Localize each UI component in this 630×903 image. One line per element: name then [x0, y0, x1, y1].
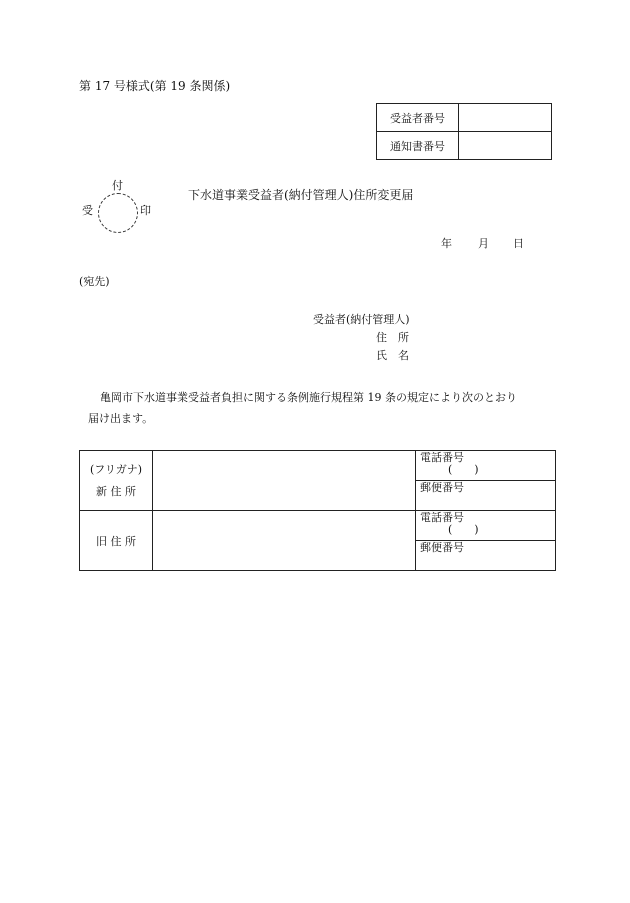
furigana-label: (フリガナ) — [89, 462, 143, 476]
addressee-label: (宛先) — [79, 275, 110, 288]
table-row — [377, 104, 552, 132]
new-postal-cell[interactable] — [416, 481, 556, 511]
new-phone-parens: ( ) — [448, 463, 479, 476]
new-phone-label: 電話番号 — [420, 451, 464, 464]
document-title: 下水道事業受益者(納付管理人)住所変更届 — [188, 188, 414, 202]
beneficiary-number-label: 受益者番号 — [377, 104, 459, 132]
old-address-label: 旧 住 所 — [96, 534, 136, 548]
beneficiary-number-field[interactable] — [459, 104, 552, 132]
stamp-left-char: 受 — [82, 204, 93, 217]
table-row — [80, 511, 556, 541]
table-row — [377, 132, 552, 160]
old-postal-cell[interactable] — [416, 541, 556, 571]
old-address-field[interactable] — [153, 511, 416, 571]
date-month: 月 — [478, 237, 489, 250]
old-phone-parens: ( ) — [448, 523, 479, 536]
old-address-label-cell — [80, 511, 153, 571]
date-year: 年 — [441, 237, 452, 250]
notice-number-label: 通知書番号 — [377, 132, 459, 160]
number-table — [376, 103, 552, 160]
form-id: 第 17 号様式(第 19 条関係) — [79, 79, 231, 93]
old-phone-label: 電話番号 — [420, 511, 464, 524]
new-postal-label: 郵便番号 — [420, 481, 464, 494]
new-address-label: 新 住 所 — [96, 484, 136, 498]
body-text-line2: 届け出ます。 — [88, 412, 154, 425]
stamp-right-char: 印 — [140, 204, 151, 217]
old-postal-label: 郵便番号 — [420, 541, 464, 554]
notice-number-field[interactable] — [459, 132, 552, 160]
stamp-top-char: 付 — [112, 179, 123, 192]
applicant-heading: 受益者(納付管理人) — [313, 313, 410, 326]
applicant-name-label: 氏 名 — [376, 349, 409, 362]
new-phone-cell[interactable] — [416, 451, 556, 481]
address-table — [79, 450, 556, 571]
date-day: 日 — [513, 237, 524, 250]
new-address-field[interactable] — [153, 451, 416, 511]
old-phone-cell[interactable] — [416, 511, 556, 541]
applicant-address-label: 住 所 — [376, 331, 409, 344]
table-row — [80, 451, 556, 481]
new-address-label-cell — [80, 451, 153, 511]
receipt-stamp-circle — [98, 193, 138, 233]
body-text-line1: 亀岡市下水道事業受益者負担に関する条例施行規程第 19 条の規定により次のとおり — [100, 391, 517, 404]
